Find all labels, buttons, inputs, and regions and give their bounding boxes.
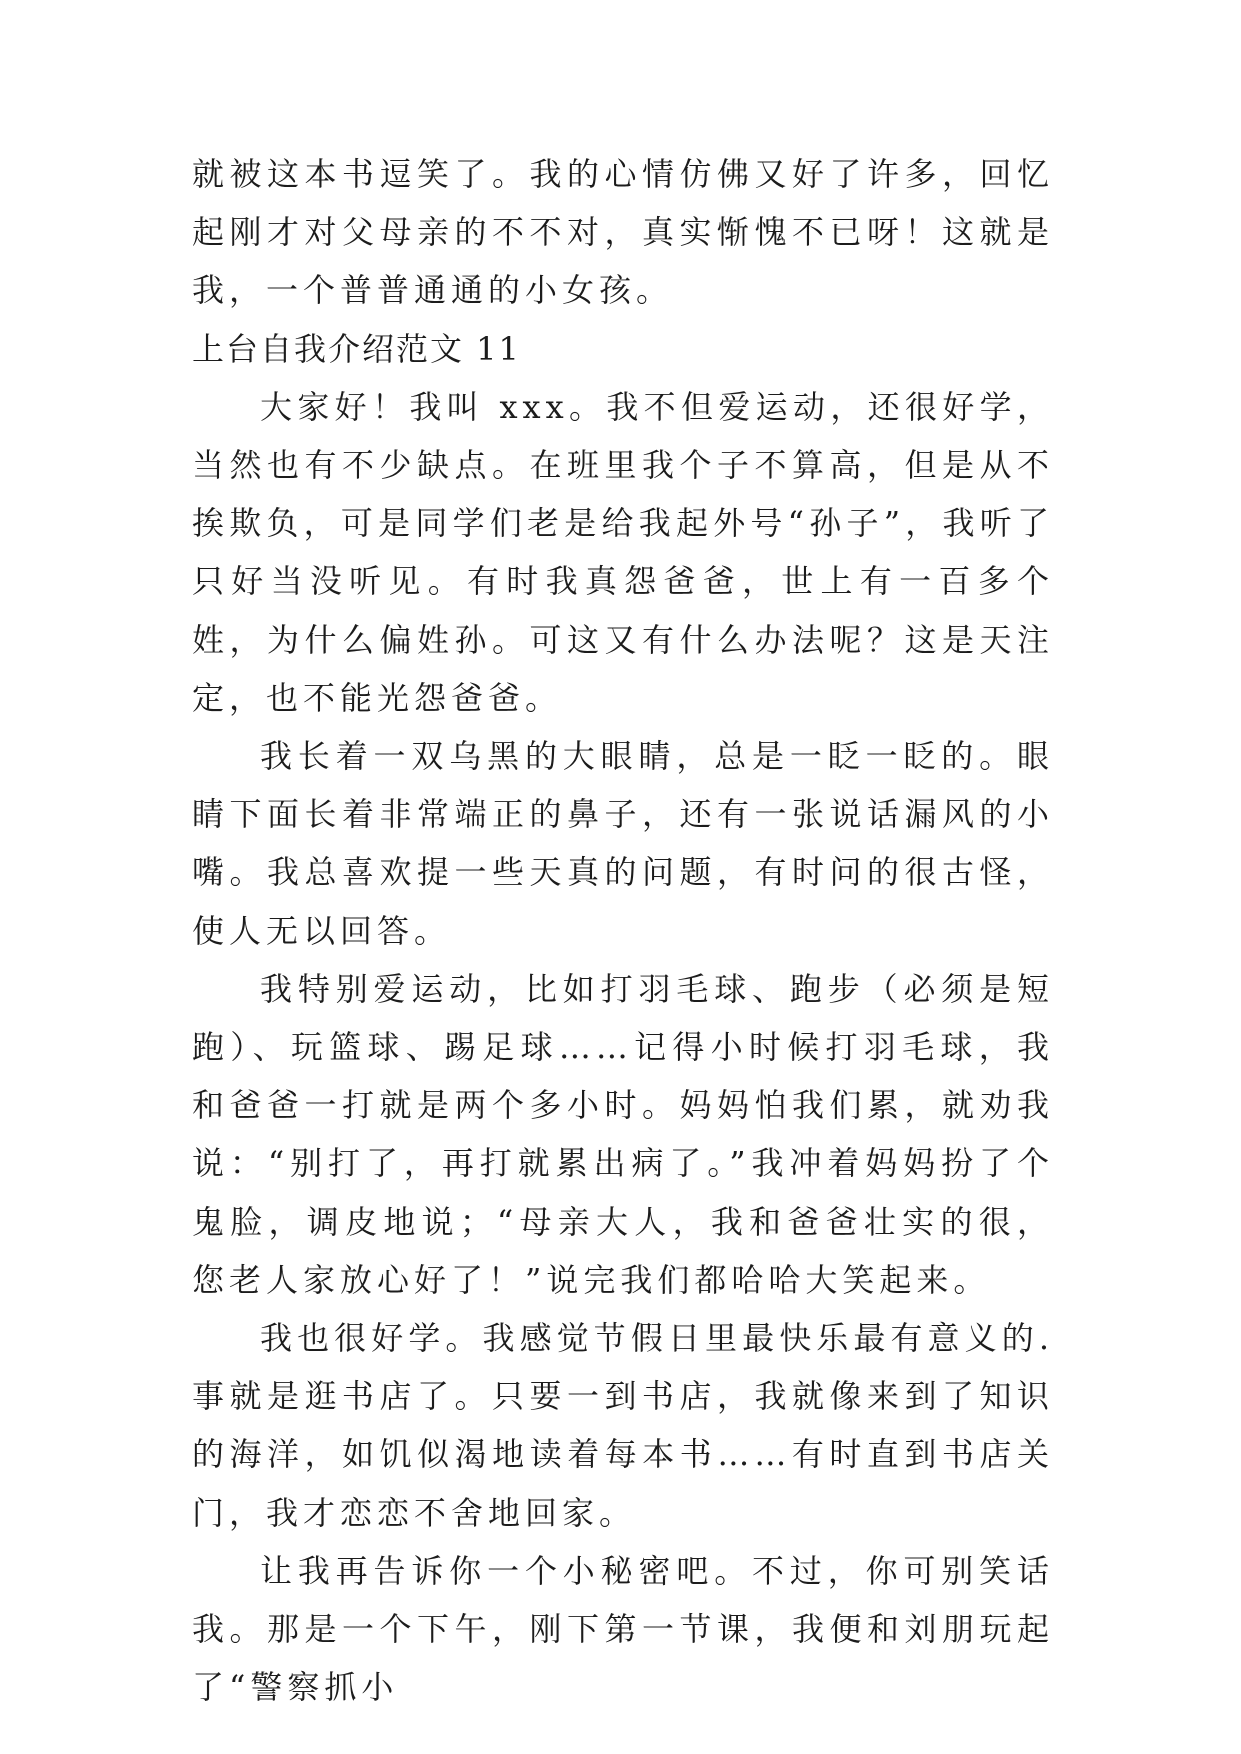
body-paragraph-5: 让我再告诉你一个小秘密吧。不过，你可别笑话我。那是一个下午，刚下第一节课，我便和刘朋玩起了“警察抓小: [192, 1551, 1054, 1707]
continuation-paragraph: 就被这本书逗笑了。我的心情仿佛又好了许多，回忆起刚才对父母亲的不不对，真实惭愧不已呀！这就是我，一个普普通通的小女孩。: [192, 155, 1054, 310]
document-page: [192, 145, 1054, 1716]
body-paragraph-4: 我也很好学。我感觉节假日里最快乐最有意义的.事就是逛书店了。只要一到书店，我就像来到了知识的海洋，如饥似渴地读着每本书……有时直到书店关门，我才恋恋不舍地回家。: [192, 1319, 1054, 1532]
body-paragraph-3: 我特别爱运动，比如打羽毛球、跑步（必须是短跑）、玩篮球、踢足球……记得小时候打羽毛球，我和爸爸一打就是两个多小时。妈妈怕我们累，就劝我说：“别打了，再打就累出病了。”我冲着妈妈扮了个鬼脸，调皮地说；“母亲大人，我和爸爸壮实的很，您老人家放心好了！”说完我们都哈哈大笑起来。: [192, 969, 1054, 1299]
body-paragraph-2: 我长着一双乌黑的大眼睛，总是一眨一眨的。眼睛下面长着非常端正的鼻子，还有一张说话漏风的小嘴。我总喜欢提一些天真的问题，有时问的很古怪，使人无以回答。: [192, 737, 1054, 950]
body-paragraph-1: 大家好！我叫 xxx。我不但爱运动，还很好学，当然也有不少缺点。在班里我个子不算高，但是从不挨欺负，可是同学们老是给我起外号“孙子”，我听了只好当没听见。有时我真怨爸爸，世上有一百多个姓，为什么偏姓孙。可这又有什么办法呢？这是天注定，也不能光怨爸爸。: [192, 387, 1054, 717]
section-title: 上台自我介绍范文 11: [192, 329, 521, 368]
